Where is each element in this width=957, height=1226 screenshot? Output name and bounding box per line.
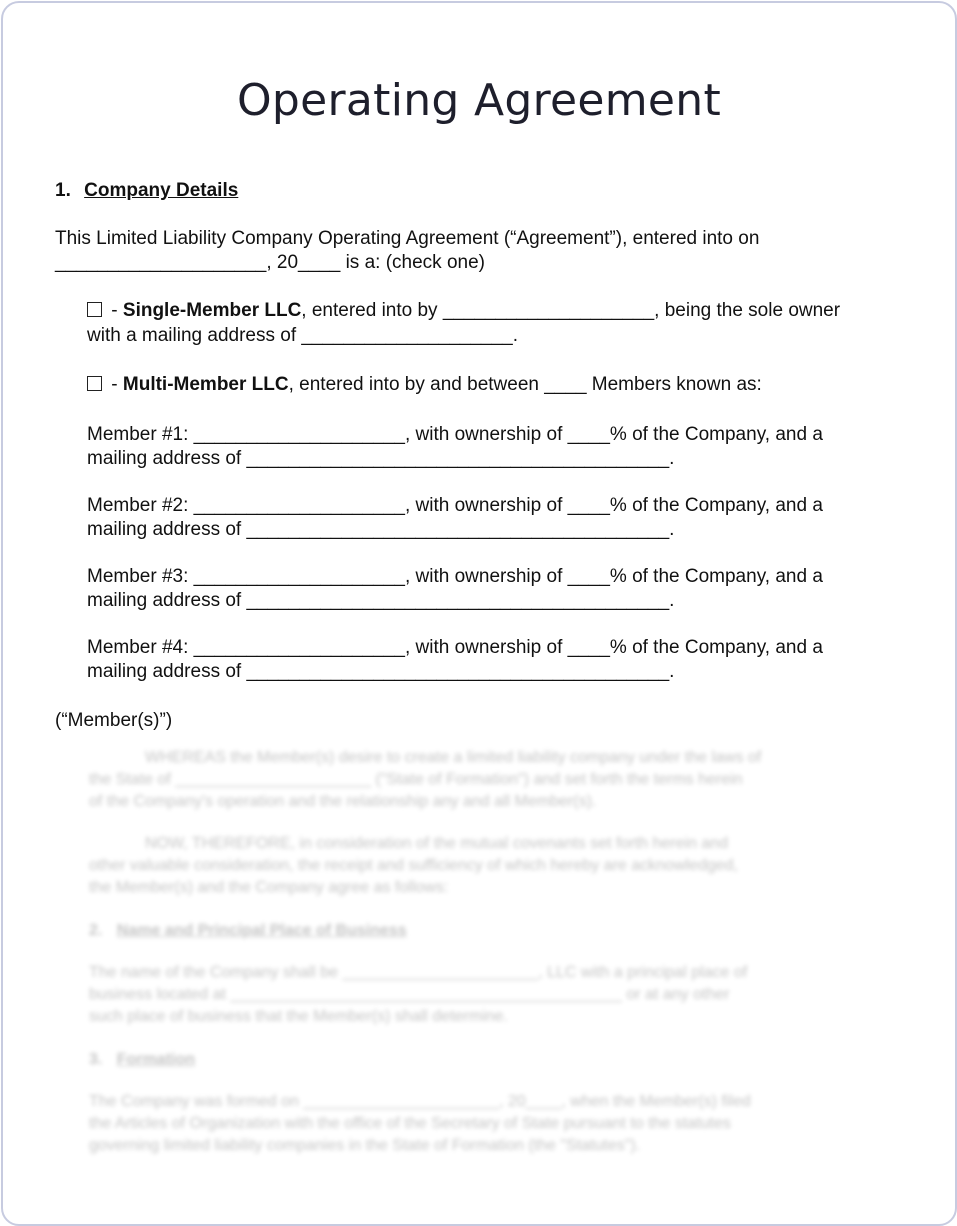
option-prefix: - bbox=[106, 300, 123, 321]
intro-text-line-1: This Limited Liability Company Operating Agreement (“Agreement”), entered into on bbox=[55, 228, 760, 249]
multi-member-option bbox=[87, 373, 762, 397]
intro-text-line-2: ____________________, 20____ is a: (check one) bbox=[55, 252, 485, 273]
member-4-line-1: Member #4: ____________________, with ownership of ____% of the Company, and a bbox=[87, 637, 823, 658]
section-number: 1. bbox=[55, 180, 71, 201]
member-1-line-1: Member #1: ____________________, with ownership of ____% of the Company, and a bbox=[87, 424, 823, 445]
single-member-option bbox=[87, 299, 840, 323]
section-3-line-1: The Company was formed on ______________________, 20____, when the Member(s) filed bbox=[89, 1093, 751, 1110]
now-therefore-line-3: the Member(s) and the Company agree as follows: bbox=[89, 879, 449, 896]
member-2-line-2: mailing address of ________________________________________. bbox=[87, 519, 675, 540]
document-title: Operating Agreement bbox=[236, 75, 722, 126]
whereas-line-1: WHEREAS the Member(s) desire to create a limited liability company under the laws of bbox=[145, 749, 762, 766]
members-label: (“Member(s)”) bbox=[55, 710, 173, 731]
section-title: Company Details bbox=[84, 180, 239, 201]
option-prefix: - bbox=[106, 374, 123, 395]
single-member-text: , entered into by ____________________, being the sole owner bbox=[301, 300, 841, 321]
section-2-line-3: such place of business that the Member(s) shall determine. bbox=[89, 1008, 508, 1025]
section-heading-formation bbox=[89, 1049, 195, 1071]
whereas-line-3: of the Company's operation and the relationship any and all Member(s). bbox=[89, 793, 597, 810]
single-member-label: Single-Member LLC bbox=[122, 300, 302, 321]
single-member-address-line: with a mailing address of ____________________. bbox=[87, 325, 518, 346]
member-2-line-1: Member #2: ____________________, with ownership of ____% of the Company, and a bbox=[87, 495, 823, 516]
section-heading-name-business bbox=[89, 920, 407, 942]
section-title: Formation bbox=[116, 1051, 196, 1068]
now-therefore-line-1: NOW, THEREFORE, in consideration of the mutual covenants set forth herein and bbox=[145, 835, 729, 852]
member-4-line-2: mailing address of ________________________________________. bbox=[87, 661, 675, 682]
member-3-line-1: Member #3: ____________________, with ownership of ____% of the Company, and a bbox=[87, 566, 823, 587]
whereas-line-2: the State of ______________________ ("State of Formation") and set forth the terms herein bbox=[89, 771, 743, 788]
section-number: 3. bbox=[89, 1051, 103, 1068]
section-title: Name and Principal Place of Business bbox=[116, 922, 407, 939]
section-3-line-3: governing limited liability companies in the State of Formation (the "Statutes"). bbox=[89, 1137, 641, 1154]
multi-member-text: , entered into by and between ____ Members known as: bbox=[288, 374, 762, 395]
blurred-preview bbox=[3, 743, 955, 1173]
member-3-line-2: mailing address of ________________________________________. bbox=[87, 590, 675, 611]
section-number: 2. bbox=[89, 922, 103, 939]
section-2-line-2: business located at ____________________________________________ or at any other bbox=[89, 986, 730, 1003]
now-therefore-line-2: other valuable consideration, the receipt and sufficiency of which hereby are acknowledged, bbox=[89, 857, 738, 874]
multi-member-checkbox[interactable] bbox=[87, 376, 102, 391]
multi-member-label: Multi-Member LLC bbox=[122, 374, 289, 395]
section-heading-company-details bbox=[55, 179, 238, 203]
section-2-line-1: The name of the Company shall be ______________________, LLC with a principal place of bbox=[89, 964, 748, 981]
document-card bbox=[1, 1, 957, 1226]
section-3-line-2: the Articles of Organization with the office of the Secretary of State pursuant to the statutes bbox=[89, 1115, 731, 1132]
member-1-line-2: mailing address of ________________________________________. bbox=[87, 448, 675, 469]
single-member-checkbox[interactable] bbox=[87, 302, 102, 317]
